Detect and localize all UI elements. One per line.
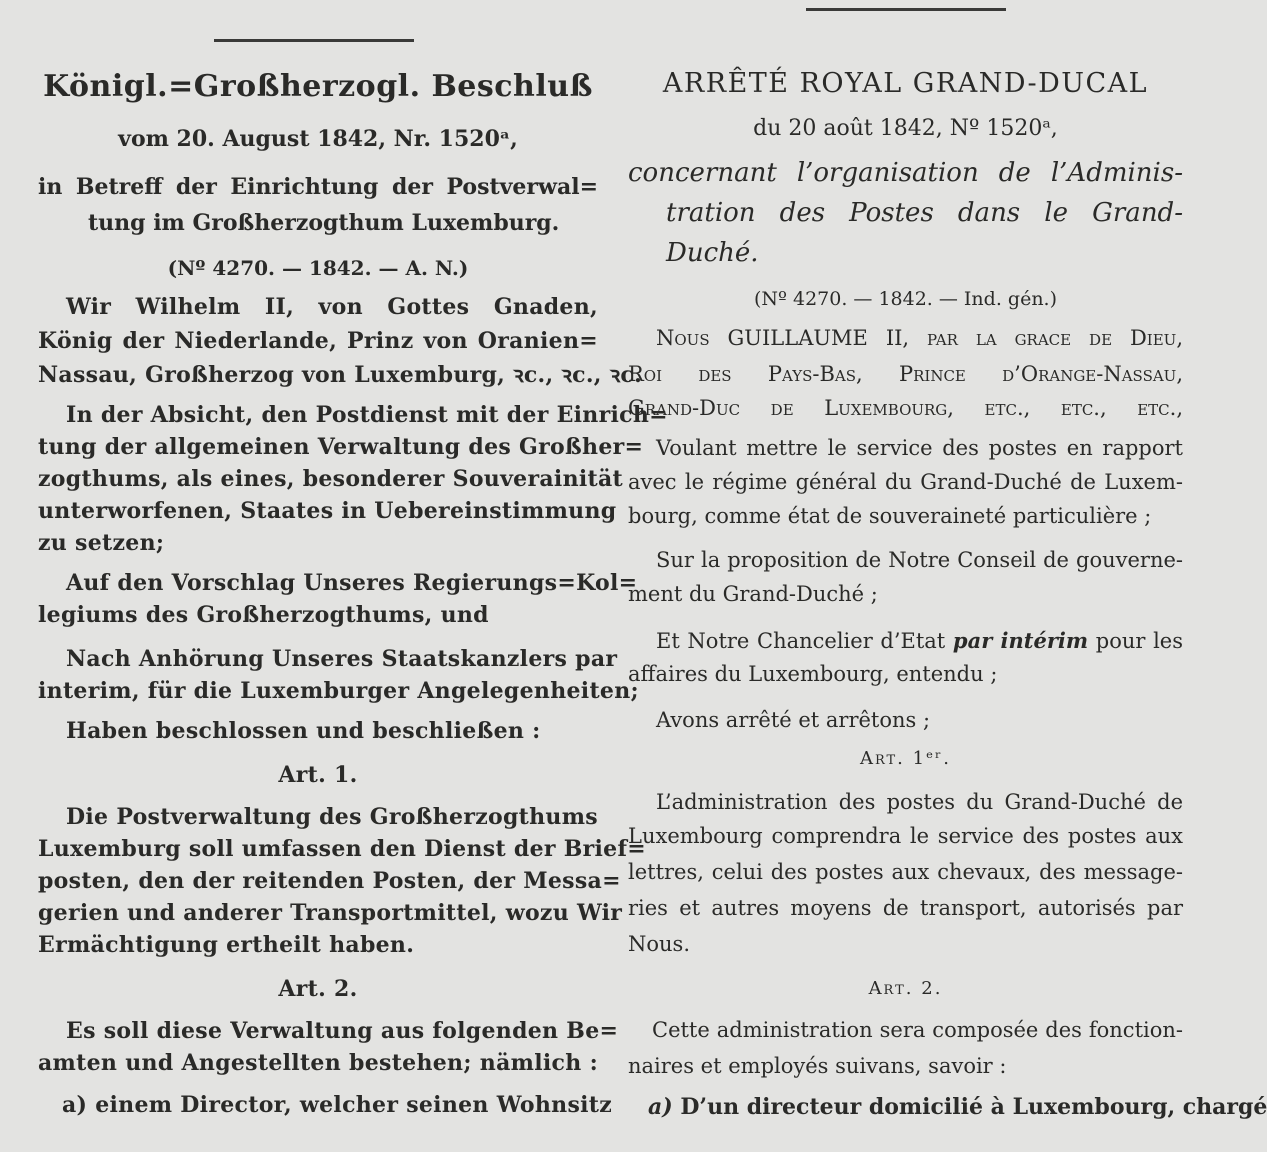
french-paragraph-line: ment du Grand-Duché ; <box>628 582 878 606</box>
german-article-line: amten und Angestellten bestehen; nämlich : <box>38 1050 598 1076</box>
german-article-line: Ermächtigung ertheilt haben. <box>38 932 415 958</box>
french-title: ARRÊTÉ ROYAL GRAND-DUCAL <box>662 68 1149 99</box>
german-subject-line: in Betreff der Einrichtung der Postverwal= <box>38 174 598 200</box>
german-article-line: Luxemburg soll umfassen den Dienst der Brief= <box>38 836 646 862</box>
french-column <box>628 0 1267 1152</box>
german-article-line: Die Postverwaltung des Großherzogthums <box>66 804 598 830</box>
german-paragraph-line: Auf den Vorschlag Unseres Regierungs=Kol= <box>66 570 638 596</box>
french-text: pour les <box>1088 629 1184 653</box>
header-rule <box>806 8 1006 11</box>
german-paragraph-line: unterworfenen, Staates in Uebereinstimmung <box>38 498 617 524</box>
german-paragraph-line: interim, für die Luxemburger Angelegenheiten; <box>38 678 639 704</box>
german-subject-line: tung im Großherzogthum Luxemburg. <box>88 210 560 236</box>
german-article-line: Es soll diese Verwaltung aus folgenden Be= <box>66 1018 619 1044</box>
french-intro-line: Roi des Pays-Bas, Prince d’Orange-Nassau, <box>628 362 1183 386</box>
german-paragraph-line: Haben beschlossen und beschließen : <box>66 718 541 744</box>
french-paragraph-line: Avons arrêté et arrêtons ; <box>656 708 931 732</box>
french-paragraph-line: bourg, comme état de souveraineté particulière ; <box>628 504 1152 528</box>
german-paragraph-line: In der Absicht, den Postdienst mit der Einrich= <box>66 402 668 428</box>
german-paragraph-line: tung der allgemeinen Verwaltung des Großher= <box>38 434 644 460</box>
french-italic-text: par intérim <box>952 628 1089 653</box>
french-subject-line: tration des Postes dans le Grand- <box>666 198 1183 228</box>
german-reference: (Nº 4270. — 1842. — A. N.) <box>167 256 469 280</box>
german-article-line: posten, den der reitenden Posten, der Messa= <box>38 868 621 894</box>
french-article-line: ries et autres moyens de transport, autorisés par <box>628 896 1183 920</box>
french-subject-line: Duché. <box>666 238 759 268</box>
french-intro-line: Nous GUILLAUME II, par la grace de Dieu, <box>656 326 1183 350</box>
french-reference: (Nº 4270. — 1842. — Ind. gén.) <box>753 288 1058 310</box>
french-article-heading: Art. 2. <box>868 978 943 999</box>
french-article-line: naires et employés suivans, savoir : <box>628 1054 1007 1078</box>
french-paragraph-line: Voulant mettre le service des postes en rapport <box>656 436 1183 460</box>
german-paragraph-line: Nach Anhörung Unseres Staatskanzlers par <box>66 646 618 672</box>
german-article-line: gerien und anderer Transportmittel, wozu Wir <box>38 900 623 926</box>
german-intro-line: Nassau, Großherzog von Luxemburg, ꝛc., ꝛc., ꝛc. <box>38 362 643 388</box>
french-paragraph-line <box>656 630 1183 652</box>
french-paragraph-line: avec le régime général du Grand-Duché de Luxem- <box>628 470 1183 494</box>
french-text: Et Notre Chancelier d’Etat <box>656 629 953 653</box>
german-paragraph-line: legiums des Großherzogthums, und <box>38 602 489 628</box>
german-article-line: a) einem Director, welcher seinen Wohnsitz <box>62 1092 613 1118</box>
french-article-line <box>648 1094 1267 1120</box>
french-subject-line: concernant l’organisation de l’Adminis- <box>628 158 1183 188</box>
french-text: D’un directeur domicilié à Luxembourg, chargé <box>672 1094 1267 1120</box>
german-paragraph-line: zu setzen; <box>38 530 165 556</box>
french-article-line: lettres, celui des postes aux chevaux, des message- <box>628 860 1183 884</box>
french-article-line: Luxembourg comprendra le service des postes aux <box>628 824 1183 848</box>
french-paragraph-line: Sur la proposition de Notre Conseil de gouverne- <box>656 548 1183 572</box>
german-intro-line: Wir Wilhelm II, von Gottes Gnaden, <box>66 294 598 320</box>
french-date: du 20 août 1842, Nº 1520ᵃ, <box>753 116 1058 141</box>
german-article-heading: Art. 1. <box>278 762 358 788</box>
french-article-line: Nous. <box>628 932 690 956</box>
header-rule <box>214 39 414 42</box>
german-paragraph-line: zogthums, als eines, besonderer Souverainität <box>38 466 624 492</box>
german-date: vom 20. August 1842, Nr. 1520ᵃ, <box>118 126 518 152</box>
french-paragraph-line: affaires du Luxembourg, entendu ; <box>628 662 998 686</box>
german-intro-line: König der Niederlande, Prinz von Oranien= <box>38 328 598 354</box>
german-article-heading: Art. 2. <box>278 976 358 1002</box>
french-article-line: Cette administration sera composée des fonction- <box>652 1018 1183 1042</box>
french-intro-line: Grand-Duc de Luxembourg, etc., etc., etc., <box>628 396 1183 420</box>
french-article-heading: Art. 1ᵉʳ. <box>859 748 952 769</box>
german-title: Königl.=Großherzogl. Beschluß <box>43 69 593 104</box>
french-item-letter: a) <box>648 1094 673 1120</box>
french-article-line: L’administration des postes du Grand-Duché de <box>656 790 1183 814</box>
